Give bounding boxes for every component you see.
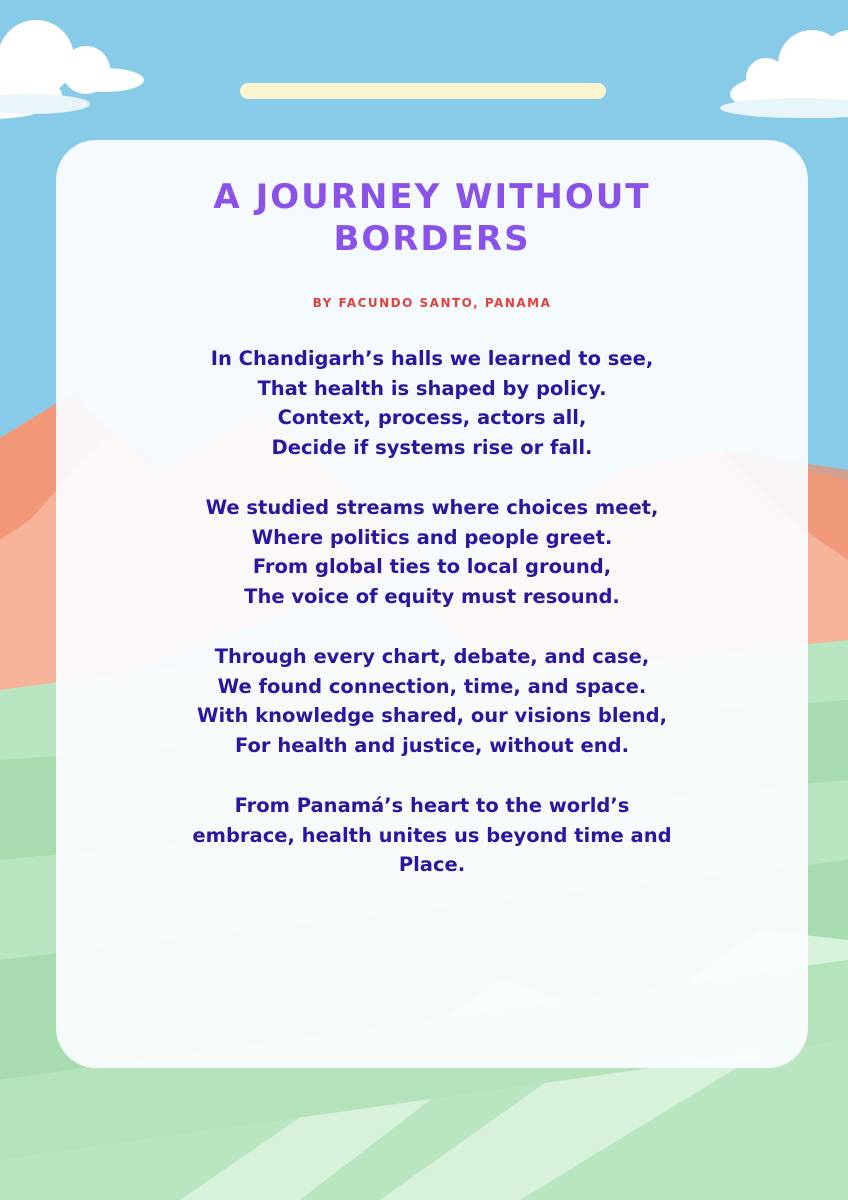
poem-line: Context, process, actors all,	[277, 406, 587, 429]
poem-line: The voice of equity must resound.	[244, 584, 620, 608]
poem-line: For health and justice, without end.	[235, 733, 629, 757]
poem-title	[56, 176, 808, 260]
stanza	[56, 642, 808, 760]
poem-title-line-2: BORDERS	[333, 219, 531, 259]
poem-line: From global ties to local ground,	[252, 555, 612, 578]
poem-line: Through every chart, debate, and case,	[214, 645, 650, 668]
poem-line: embrace, health unites us beyond time and	[192, 823, 672, 847]
poem-line: Place.	[398, 853, 466, 876]
poem-title-line-1: A JOURNEY WITHOUT	[213, 177, 651, 217]
poem-line: In Chandigarh’s halls we learned to see,	[210, 347, 654, 370]
poem-line: We found connection, time, and space.	[217, 674, 647, 698]
stanza	[56, 344, 808, 462]
poem-line: Decide if systems rise or fall.	[271, 435, 593, 459]
stanza	[56, 493, 808, 611]
poem-line: We studied streams where choices meet,	[205, 496, 659, 519]
stanza	[56, 791, 808, 880]
poem-line: From Panamá’s heart to the world’s	[234, 794, 630, 817]
poem-line: With knowledge shared, our visions blend,	[196, 704, 668, 727]
poem-line: That health is shaped by policy.	[257, 376, 607, 400]
sun-bar	[240, 83, 606, 99]
poem-body	[56, 344, 808, 911]
poem-line: Where politics and people greet.	[251, 525, 613, 549]
poem-byline: BY FACUNDO SANTO, PANAMA	[312, 296, 552, 310]
